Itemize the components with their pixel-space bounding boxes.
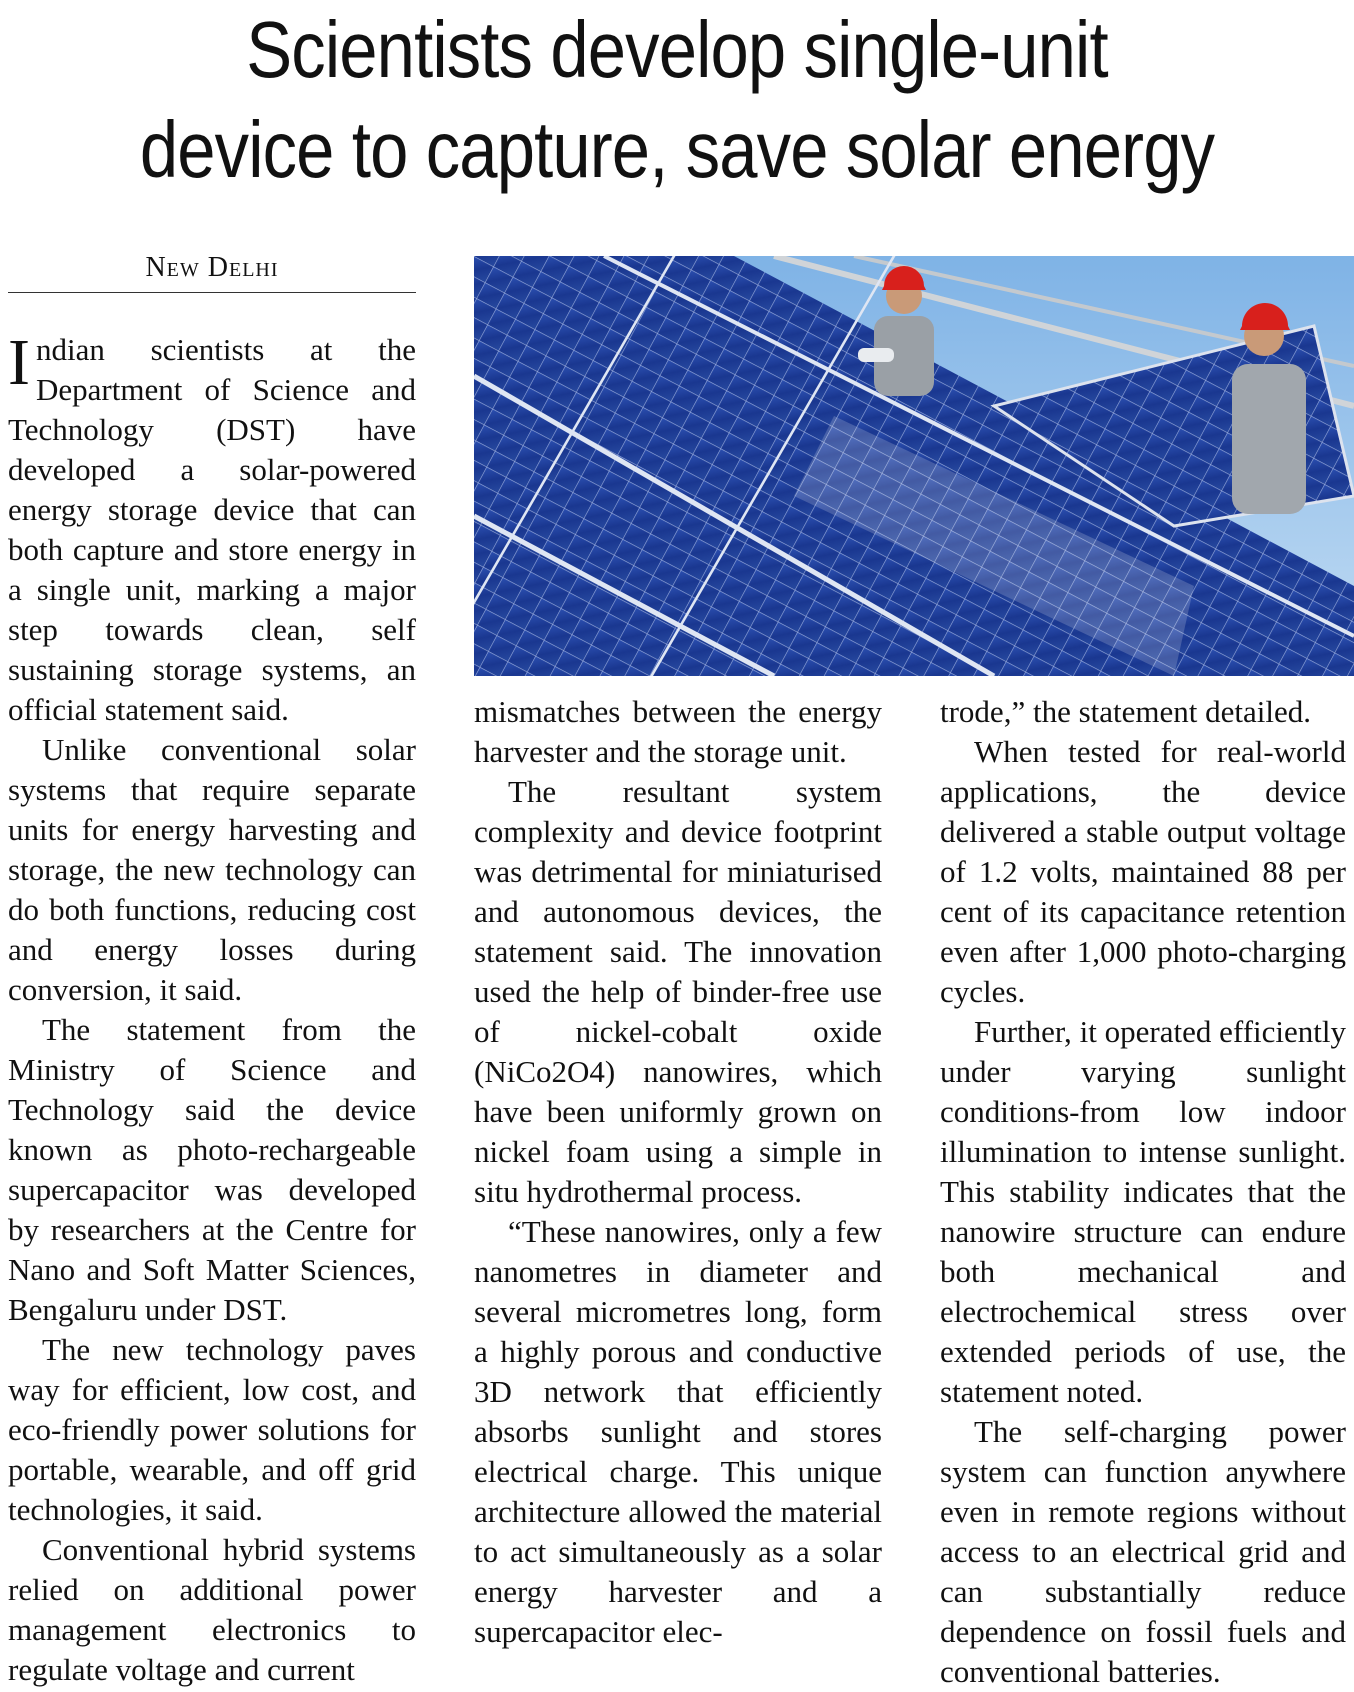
article-paragraph: The self-charging power system can function anywhere even in remote regions without access to an electrical grid and can substantially reduce dependence on fossil fuels and conventional batteries. (940, 1414, 1346, 1689)
article-paragraph: Indian scientists at the Department of Science and Technology (DST) have developed a solar-powered energy storage device that can both capture and store energy in a single unit, marking a major step towards clean, self sustaining storage systems, an official statement said. (8, 326, 416, 727)
article-paragraph: Further, it operated efficiently under varying sunlight conditions-from low indoor illumination to intense sunlight. This stability indicates that the nanowire structure can endure both mechanical and electrochemical stress over extended periods of use, the statement noted. (940, 1014, 1346, 1409)
article-paragraph: The statement from the Ministry of Science and Technology said the device known as photo-rechargeable supercapacitor was developed by researchers at the Centre for Nano and Soft Matter Sciences, Bengaluru under DST. (8, 1012, 416, 1327)
article-paragraph: Unlike conventional solar systems that require separate units for energy harvesting and storage, the new technology can do both functions, reducing cost and energy losses during conversion, it said. (8, 732, 416, 1007)
drop-cap: I (8, 326, 30, 399)
article-column-2 (474, 692, 882, 1652)
headline-line-2: device to capture, save solar energy (139, 105, 1215, 194)
article-paragraph: The resultant system complexity and device footprint was detrimental for miniaturised and autonomous devices, the statement said. The innovation used the help of binder-free use of nickel-cobalt oxide (NiCo2O4) nanowires, which have been uniformly grown on nickel foam using a simple in situ hydrothermal process. (474, 774, 882, 1209)
solar-panel-illustration (474, 256, 1354, 676)
article-column-1 (8, 326, 416, 1690)
article-paragraph: Conventional hybrid systems relied on additional power management electronics to regulate voltage and current (8, 1532, 416, 1687)
article-paragraph: mismatches between the energy harvester and the storage unit. (474, 694, 882, 769)
dateline: New Delhi (8, 252, 416, 293)
solar-panel-photo (474, 256, 1354, 676)
headline-line-1: Scientists develop single-unit (246, 5, 1108, 94)
article-paragraph: “These nanowires, only a few nanometres in diameter and several micrometres long, form a highly porous and conductive 3D network that efficiently absorbs sunlight and stores electrical charge. This unique architecture allowed the material to act simultaneously as a solar energy harvester and a supercapacitor elec- (474, 1214, 882, 1649)
article-column-3 (940, 692, 1346, 1692)
headline (0, 0, 1354, 200)
article-paragraph: trode,” the statement detailed. (940, 694, 1311, 729)
article-paragraph: The new technology paves way for efficient, low cost, and eco-friendly power solutions for portable, wearable, and off grid technologies, it said. (8, 1332, 416, 1527)
article-paragraph: When tested for real-world applications, the device delivered a stable output voltage of 1.2 volts, maintained 88 per cent of its capacitance retention even after 1,000 photo-charging cycles. (940, 734, 1346, 1009)
